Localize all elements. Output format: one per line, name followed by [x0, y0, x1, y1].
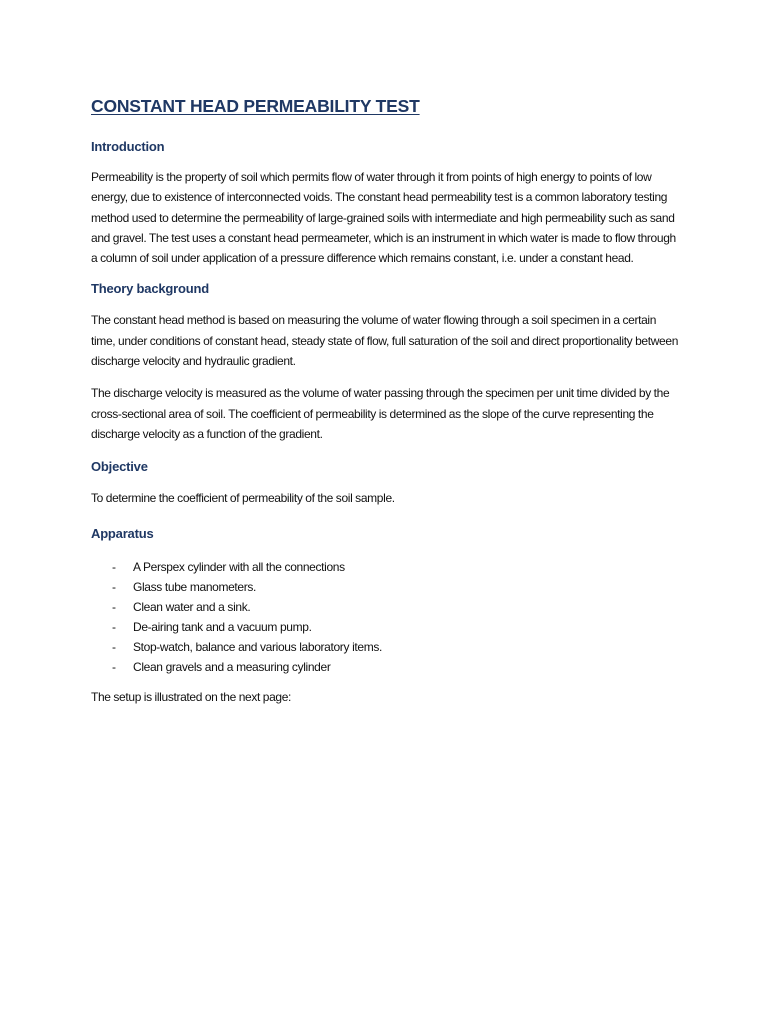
paragraph-theory-1: The constant head method is based on measuring the volume of water flowing through a soil specimen in a certain time, under conditions of constant head, steady state of flow, full saturation of the soil and direct proportionality between discharge velocity and hydraulic gradient.: [91, 313, 679, 369]
heading-theory-background: Theory background: [91, 281, 209, 297]
list-item-text: A Perspex cylinder with all the connections: [133, 559, 345, 574]
document-page: [91, 94, 681, 707]
bullet-dash: -: [112, 559, 116, 574]
list-item: [91, 617, 681, 637]
apparatus-list: [91, 557, 681, 678]
list-item-text: Clean water and a sink.: [133, 599, 251, 614]
bullet-dash: -: [112, 660, 116, 675]
bullet-dash: -: [112, 599, 116, 614]
list-item-text: De-airing tank and a vacuum pump.: [133, 619, 312, 634]
list-item-text: Glass tube manometers.: [133, 579, 257, 594]
paragraph-theory-2: The discharge velocity is measured as the volume of water passing through the specimen per unit time divided by the cross-sectional area of soil. The coefficient of permeability is determined as the slope of the curve representing the discharge velocity as a function of the gradient.: [91, 386, 670, 441]
list-item: [91, 637, 681, 657]
bullet-dash: -: [112, 619, 116, 634]
list-item: [91, 597, 681, 617]
heading-objective: Objective: [91, 459, 148, 475]
heading-apparatus: Apparatus: [91, 525, 154, 541]
bullet-dash: -: [112, 579, 116, 594]
list-item: [91, 577, 681, 597]
paragraph-objective: To determine the coefficient of permeability of the soil sample.: [91, 491, 395, 506]
list-item: [91, 557, 681, 577]
list-item-text: Stop-watch, balance and various laboratory items.: [133, 639, 382, 654]
page-title: CONSTANT HEAD PERMEABILITY TEST: [91, 96, 420, 116]
paragraph-introduction: Permeability is the property of soil which permits flow of water through it from points of high energy to points of low energy, due to existence of interconnected voids. The constant head permeability test is a common laboratory testing method used to determine the permeability of large-grained soils with intermediate and high permeability such as sand and gravel. The test uses a constant head permeameter, which is an instrument in which water is made to flow through a column of soil under application of a pressure difference which remains constant, i.e. under a constant head.: [91, 170, 676, 266]
bullet-dash: -: [112, 639, 116, 654]
list-item-text: Clean gravels and a measuring cylinder: [133, 660, 331, 675]
heading-introduction: Introduction: [91, 139, 165, 154]
paragraph-closing: The setup is illustrated on the next page:: [91, 690, 292, 705]
list-item: [91, 657, 681, 677]
